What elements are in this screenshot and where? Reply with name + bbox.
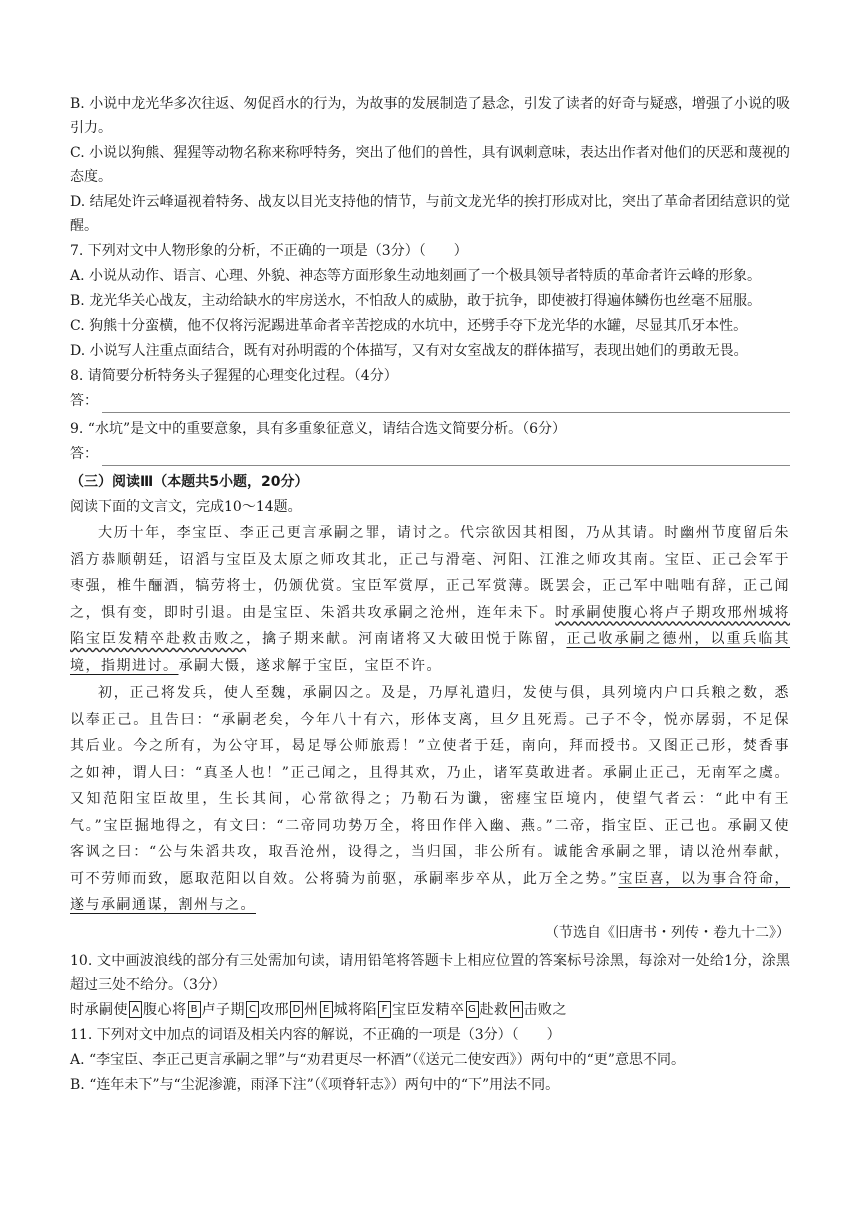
q7-option-d: D. 小说写人注重点面结合，既有对孙明霞的个体描写，又有对女室战友的群体描写，表现出她们的勇敢无畏。 bbox=[70, 343, 748, 359]
q10-box-f[interactable]: F bbox=[378, 1001, 391, 1018]
passage-p1-text-b: 连年未下 bbox=[477, 604, 540, 621]
q9-answer-label: 答： bbox=[70, 446, 98, 462]
q9-answer-line[interactable] bbox=[102, 449, 790, 466]
q8-answer-label: 答： bbox=[70, 393, 98, 409]
q10-box-b[interactable]: B bbox=[188, 1001, 201, 1018]
section-3-intro: 阅读下面的文言文，完成10～14题。 bbox=[70, 499, 302, 515]
passage-p2-text-a: 初，正己将发兵，使人至魏，承嗣囚之。及是，乃厚礼遣归，发使与俱，具列境内户口兵粮之数，悉以奉正己。且告曰：“承嗣老矣，今年八十有六，形体支离，旦夕且死焉。己子不令，悦亦孱弱，不足保其后业。今之所有，为公守耳，曷足辱公师旅焉！”立使者于廷，南向，拜而授书。又图正己形，焚香事之如神，谓人曰：“真圣人也！”正己闻之，且得其欢，乃止，诸军莫敢进者。承嗣止正己，无南军之虞。又知范阳宝臣故里，生长其间，心常欲得之；乃勒石为谶，密瘗宝臣境内，使望气者云：“此中有王气。”宝臣掘地得之，有文曰：“二帝同功势万全，将田作伴入幽、燕。”二帝，指宝臣、正己也。承嗣又使客讽之曰：“公与朱滔共攻，取吾沧州，设得之，当归国，非公所有。诚能舍承嗣之罪，请以沧州奉献，可不劳师而致，愿取范阳以自效。公将骑为前驱，承嗣率步卒从，此万全之势。” bbox=[70, 685, 790, 887]
q6-option-d: D. 结尾处许云峰逼视着特务、战友以目光支持他的情节，与前文龙光华的挨打形成对比，突出了革命者团结意识的觉醒。 bbox=[70, 194, 790, 234]
q9-answer-area[interactable] bbox=[70, 442, 790, 466]
q10-segment: 赴救 bbox=[479, 1001, 509, 1018]
q8-answer-area[interactable] bbox=[70, 389, 790, 413]
q11-option-b: B. “连年未下”与“尘泥渗漉，雨泽下注”（《项脊轩志》）两句中的“下”用法不同。 bbox=[70, 1076, 560, 1093]
q7-option-a: A. 小说从动作、语言、心理、外貌、神态等方面形象生动地刻画了一个极具领导者特质的革命者许云峰的形象。 bbox=[70, 268, 762, 284]
passage-straight-underline-1: 正己收承嗣之德州，以重兵临其境，指期进讨。 bbox=[70, 631, 791, 674]
section-3-title: （三）阅读Ⅲ（本题共5小题，20分） bbox=[70, 474, 309, 490]
q10-segment: 宝臣发精卒 bbox=[392, 1001, 465, 1018]
passage-p1-text-c: 。 bbox=[539, 604, 556, 621]
q10-segment: 击败之 bbox=[523, 1001, 567, 1018]
q11-stem: 11. 下列对文中加点的词语及相关内容的解说，不正确的一项是（3分）（ ） bbox=[70, 1026, 561, 1043]
q10-box-e[interactable]: E bbox=[320, 1001, 333, 1018]
q10-box-c[interactable]: C bbox=[246, 1001, 259, 1018]
q7-option-b: B. 龙光华关心战友，主动给缺水的牢房送水，不怕敌人的威胁，敢于抗争，即使被打得遍体鳞伤也丝毫不屈服。 bbox=[70, 293, 762, 309]
q6-option-b: B. 小说中龙光华多次往返、匆促舀水的行为，为故事的发展制造了悬念，引发了读者的好奇与疑惑，增强了小说的吸引力。 bbox=[70, 96, 790, 136]
passage-paragraph-2 bbox=[70, 680, 790, 919]
passage-source: （节选自《旧唐书・列传・卷九十二》） bbox=[545, 924, 790, 941]
q10-segment: 攻邢 bbox=[260, 1001, 289, 1018]
q7-option-c: C. 狗熊十分蛮横，他不仅将污泥踢进革命者辛苦挖成的水坑中，还劈手夺下龙光华的水罐，尽显其爪牙本性。 bbox=[70, 318, 748, 334]
q10-box-a[interactable]: A bbox=[129, 1001, 142, 1018]
q10-segment: 卢子期 bbox=[201, 1001, 245, 1018]
q6-option-c: C. 小说以狗熊、猩猩等动物名称来称呼特务，突出了他们的兽性，具有讽刺意味，表达出作者对他们的厌恶和蔑视的态度。 bbox=[70, 145, 790, 185]
q10-segment: 腹心将 bbox=[143, 1001, 187, 1018]
q8-answer-line[interactable] bbox=[102, 396, 790, 413]
q10-box-g[interactable]: G bbox=[466, 1001, 479, 1018]
q10-box-d[interactable]: D bbox=[290, 1001, 303, 1018]
passage-paragraph-1 bbox=[70, 520, 790, 679]
passage-wavy-underline: 时承嗣使腹心将卢子期攻邢州城将陷宝臣发精卒赴救击败之 bbox=[70, 604, 791, 647]
passage-p1-text-a: 大历十年，李宝臣、李正己更言承嗣之罪，请讨之。代宗欲因其相图，乃从其请。时幽州节度留后朱滔方恭顺朝廷，诏滔与宝臣及太原之师攻其北，正己与滑亳、河阳、江淮之师攻其南。宝臣、正己会军于枣强，椎牛酾酒，犒劳将士，仍颁优赏。宝臣军赏厚，正己军赏薄。既罢会，正己军中咄咄有辞，正己闻之，惧有变，即时引退。由是宝臣、朱滔共攻承嗣之沧州， bbox=[70, 525, 790, 621]
q7-stem: 7. 下列对文中人物形象的分析，不正确的一项是（3分）（ ） bbox=[70, 243, 468, 259]
passage-straight-underline-2: 宝臣喜，以为事合符命，遂与承嗣通谋，割州与之。 bbox=[70, 870, 791, 913]
q11-option-a: A. “李宝臣、李正己更言承嗣之罪”与“劝君更尽一杯酒”（《送元二使安西》）两句中的“更”意思不同。 bbox=[70, 1051, 685, 1068]
q10-segment: 城将陷 bbox=[333, 1001, 377, 1018]
q10-segment: 时承嗣使 bbox=[70, 1001, 128, 1018]
q9-stem: 9. “水坑”是文中的重要意象，具有多重象征意义，请结合选文简要分析。（6分） bbox=[70, 421, 567, 437]
q8-stem: 8. 请简要分析特务头子猩猩的心理变化过程。（4分） bbox=[70, 368, 398, 384]
q10-stem: 10. 文中画波浪线的部分有三处需加句读，请用铅笔将答题卡上相应位置的答案标号涂黑，每涂对一处给1分，涂黑超过三处不给分。（3分） bbox=[70, 952, 790, 993]
q10-box-h[interactable]: H bbox=[510, 1001, 523, 1018]
passage-p1-text-e: 承嗣大慑，遂求解于宝臣，宝臣不许。 bbox=[178, 657, 442, 674]
passage-p1-text-d: ，擒子期来献。河南诸将又大破田悦于陈留， bbox=[246, 631, 567, 647]
q10-segmented-sentence bbox=[70, 998, 790, 1022]
q10-segment: 州 bbox=[304, 1001, 319, 1018]
